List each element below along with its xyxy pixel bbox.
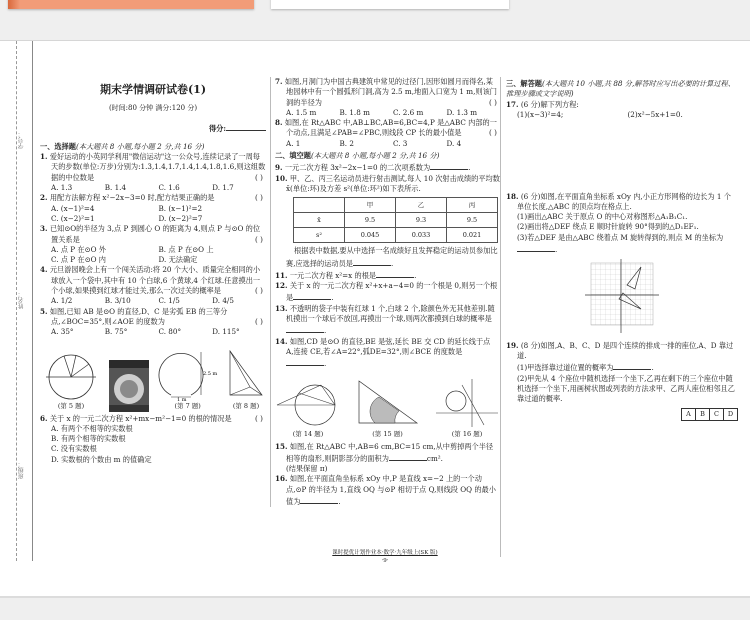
question-9: 9. 一元二次方程 3x²−2x−1=0 的二次项系数为 .	[275, 163, 471, 173]
figure-q7: 2.5 m 1 m (第 7 题)	[157, 349, 219, 411]
section-heading-choice: 一、选择题(本大题共 8 小题,每小题 2 分,共 16 分)	[40, 141, 205, 151]
figure-moon-gate-photo	[109, 360, 149, 412]
shaded-triangle-diagram-icon	[355, 377, 421, 429]
seat-row	[506, 408, 738, 421]
question-10: 10. 甲、乙、丙三名运动员进行射击测试,每人 10 次射击成绩的平均数 x̄(单位:环)及方差 s²(单位:环²)如下表所示. 甲 乙 丙 x̄ 9.5 9.3 9.5 s² 0.045 0.033 0.021 根据表中数据,要从中选择一名成绩好且发挥稳定的运动员参加比赛,应选择的运动员是 .	[275, 173, 500, 268]
exam-info: (时间:80 分钟 满分:120 分)	[108, 104, 198, 113]
figure-q14: (第 14 题)	[275, 377, 341, 439]
thumbnail-card-white[interactable]	[271, 0, 509, 9]
margin-label-class: 班级：	[18, 461, 25, 479]
question-6: 6. 关于 x 的一元二次方程 x²+mx−m²−1=0 的根的情况是 ( ) A. 有两个不相等的实数根 B. 有两个相等的实数根 C. 没有实数根 D. 实数根的个数由 m 的值确定	[40, 413, 263, 464]
question-15: 15. 如图,在 Rt△ABC 中,AB=6 cm,BC=15 cm,从中剪掉两个半径相等的扇形,则阴影部分的面积为 cm². (结果保留 π)	[275, 441, 494, 474]
seat-b: B	[695, 408, 710, 421]
svg-text:2.5 m: 2.5 m	[202, 371, 217, 378]
stats-table: 甲 乙 丙 x̄ 9.5 9.3 9.5 s² 0.045 0.033 0.021	[293, 197, 498, 243]
footer-book-title: 课时提优计划作业本·数学·九年级上(SK 版)	[332, 550, 438, 556]
viewer-top-bar	[0, 0, 750, 40]
svg-text:1 m: 1 m	[176, 397, 187, 402]
question-2: 2. 用配方法解方程 x²−2x−3=0 时,配方结果正确的是 ( ) A. (x−1)²=4 B. (x−1)²=2 C. (x−2)²=1 D. (x−2)²=7	[40, 193, 263, 223]
column-1	[40, 81, 266, 465]
column-3	[500, 77, 738, 557]
page-footer	[270, 549, 500, 565]
figure-q16: (第 16 题)	[434, 377, 500, 439]
figures-row-2	[275, 374, 500, 440]
binding-margin	[16, 41, 33, 561]
question-12: 12. 关于 x 的一元二次方程 x²+x+a−4=0 的一个根是 0,则另一个根是 .	[275, 281, 498, 303]
seat-a: A	[681, 408, 696, 421]
figure-q5: (第 5 题)	[40, 349, 102, 411]
section-heading-answer: 三、解答题(本大题共 10 小题,共 88 分,解答时应写出必要的计算过程、推理步骤或文字说明)	[506, 79, 735, 99]
question-3: 3. 已知⊙O的半径为 3,点 P 到圆心 O 的距离为 4,则点 P 与⊙O 的位置关系是 ( ) A. 点 P 在⊙O 外 B. 点 P 在⊙O 上 C. 点 P 在⊙O 内 D. 无法确定	[40, 224, 263, 265]
coordinate-circle-diagram-icon	[434, 377, 500, 429]
figure-q18	[506, 259, 738, 336]
seat-c: C	[709, 408, 724, 421]
column-2	[270, 77, 500, 507]
question-13: 13. 不透明的袋子中装有红球 1 个,白球 2 个,除颜色外无其他差别.随机摸出一个球后不放回,再摸出一个球,则两次都摸到白球的概率是.	[275, 303, 495, 336]
question-16: 16. 如图,在平面直角坐标系 xOy 中,P 是直线 x=−2 上的一个动点,⊙P 的半径为 1,直线 OQ 与⊙P 相切于点 Q,则线段 OQ 的最小值为 .	[275, 474, 496, 507]
figure-q8: (第 8 题)	[226, 349, 266, 411]
triangle-diagram-icon	[226, 349, 266, 401]
question-17: 17. (6 分)解下列方程: (1)(x−3)²=4; (2)x²−5x+1=0.	[506, 99, 683, 119]
question-11: 11. 一元二次方程 x²=x 的根是 .	[275, 270, 417, 280]
question-8: 8. 如图,在 Rt△ABC 中,AB⊥BC,AB=6,BC=4,P 是△ABC 内部的一个动点,且满足∠PAB=∠PBC,则线段 CP 长的最小值是 ( ) A. 1 B. 2 C. 3 D. 4	[275, 118, 497, 148]
question-1: 1. 爱好运动的小英同学利用"微信运动"这一公众号,连续记录了一周每天的步数(单位:万步)分别为:1.3,1.4,1.7,1.4,1.4,1.8,1.6,则这组数据的中位数是 ( ) A. 1.3 B. 1.4 C. 1.6 D. 1.7	[40, 152, 266, 193]
grid-coordinate-diagram-icon	[585, 259, 659, 333]
arch-diagram-icon	[157, 349, 219, 401]
figure-q15: (第 15 题)	[355, 377, 421, 439]
question-7: 7. 如图,月洞门为中国古典建筑中常见的过径门,因形如圆月而得名,某地园林中有一个圆弧形门洞,高为 2.5 m,地面入口宽为 1 m,则该门洞的半径为 ( ) A. 1.5 m B. 1.8 m C. 2.6 m D. 1.3 m	[275, 77, 497, 117]
score-field: 得分:	[40, 122, 266, 134]
circle-secant-diagram-icon	[275, 377, 341, 429]
circle-diagram-icon	[40, 349, 102, 401]
question-5: 5. 如图,已知 AB 是⊙O 的直径,D、C 是劣弧 EB 的三等分点,∠BOC=35°,则∠AOE 的度数为 ( ) A. 35° B. 75° C. 80° D. 115°	[40, 306, 263, 337]
margin-label-name: 姓名：	[18, 291, 25, 309]
moon-gate-photo-icon	[109, 360, 149, 412]
figures-row-1	[40, 342, 266, 412]
page-number: ·9·	[381, 558, 389, 564]
thumbnail-card-orange[interactable]	[8, 0, 254, 9]
question-18: 18. (6 分)如图,在平面直角坐标系 xOy 内,小正方形网格的边长为 1 个单位长度,△ABC 的顶点均在格点上. (1)画出△ABC 关于原点 O 的中心对称图形△A₁B₁C₁. (2)画出将△DEF 绕点 E 顺时针旋转 90°得到的△D₁EF₁. (3)若△DEF 是由△ABC 绕着点 M 旋转得到的,则点 M 的坐标为.	[506, 192, 738, 337]
seat-d: D	[723, 408, 738, 421]
page-title: 期末学情调研试卷(1)	[99, 83, 207, 96]
section-heading-fill: 二、填空题(本大题共 8 小题,每小题 2 分,共 16 分)	[275, 151, 440, 161]
question-4: 4. 元旦游园晚会上有一个闯关活动:将 20 个大小、质量完全相同的小球放入一个袋中,其中有 10 个白球,6 个黄球,4 个红球.任意摸出一个小球,如果摸到红球才能过关,那么一次过关的概率是 ( ) A. 1/2 B. 3/10 C. 1/5 D. 4/5	[40, 265, 263, 306]
question-14: 14. 如图,CD 是⊙O 的直径,BE 是弦,延长 BE 交 CD 的延长线于点 A,连接 CE,若∠A=22°,弧DE=32°,则∠BCE 的度数是.	[275, 336, 491, 369]
document-page	[0, 40, 750, 598]
question-19: 19. (8 分)如图,A、B、C、D 是四个连续的排成一排的座位,A、D 靠过道. (1)甲选择靠过道位置的概率为 . (2)甲先从 4 个座位中随机选择一个坐下,乙再在剩下的三个座位中随机选择一个坐下,用画树状图或列表的方法求甲、乙两人座位相邻且乙靠过道的概率. A B C D	[506, 341, 738, 422]
margin-label-id: 学号：	[18, 131, 25, 149]
